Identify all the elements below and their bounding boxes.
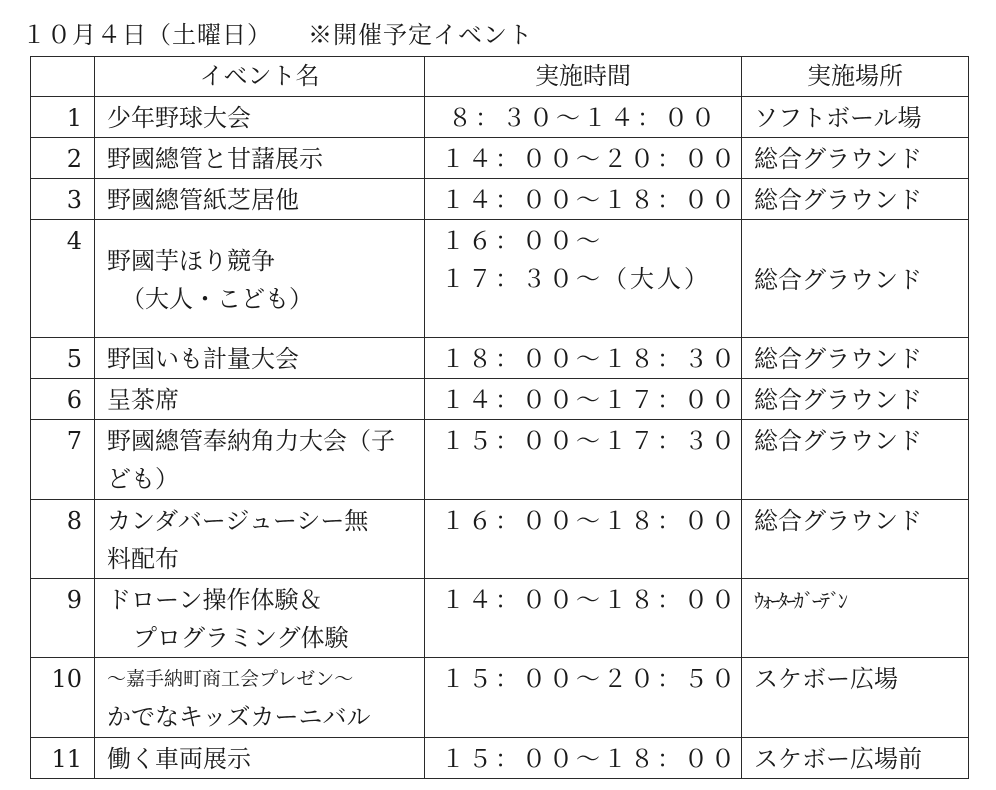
- header-time: 実施時間: [425, 57, 742, 97]
- header-event-name: イベント名: [95, 57, 425, 97]
- header-place: 実施場所: [742, 57, 969, 97]
- event-name-line: ～嘉手納町商工会プレゼン～: [107, 668, 354, 690]
- row-time: [425, 338, 742, 379]
- table-row: [31, 658, 969, 738]
- row-number: 11: [31, 738, 95, 779]
- row-number: 7: [31, 420, 95, 500]
- header-number: [31, 57, 95, 97]
- table-header-row: [31, 57, 969, 97]
- table-row: [31, 338, 969, 379]
- event-name-line: 野国いも計量大会: [107, 345, 299, 373]
- row-place: ソフトボール場: [742, 97, 969, 138]
- row-event-name: [95, 97, 425, 138]
- event-name-line: 野國總管奉納角力大会（子: [107, 427, 395, 455]
- event-name-line: 働く車両展示: [107, 745, 251, 773]
- row-number: 10: [31, 658, 95, 738]
- row-time: [425, 500, 742, 579]
- time-line: ８：３０～１４：００: [448, 104, 718, 132]
- table-row: [31, 579, 969, 658]
- event-name-line: 少年野球大会: [107, 104, 251, 132]
- table-row: [31, 738, 969, 779]
- row-event-name: [95, 500, 425, 579]
- row-time: [425, 738, 742, 779]
- table-row: [31, 97, 969, 138]
- page-heading: [22, 18, 533, 52]
- event-name-line: 野國總管と甘藷展示: [107, 145, 323, 173]
- row-number: 6: [31, 379, 95, 420]
- row-time: [425, 579, 742, 658]
- row-place: 総合グラウンド: [742, 179, 969, 220]
- row-time: [425, 658, 742, 738]
- event-name-line: 呈茶席: [107, 386, 179, 414]
- row-time: [425, 179, 742, 220]
- row-number: 9: [31, 579, 95, 658]
- row-place: [742, 579, 969, 658]
- table-row: [31, 500, 969, 579]
- time-line: １５：００～１７：３０: [441, 427, 738, 455]
- time-line: １４：００～１８：００: [441, 586, 738, 614]
- row-event-name: [95, 579, 425, 658]
- event-name-line: 野國芋ほり競争: [107, 246, 275, 275]
- row-place: 総合グラウンド: [742, 420, 969, 500]
- event-name-line: 料配布: [107, 545, 179, 573]
- row-event-name: [95, 220, 425, 338]
- row-time: [425, 420, 742, 500]
- row-time: [425, 138, 742, 179]
- row-event-name: [95, 738, 425, 779]
- row-number: 2: [31, 138, 95, 179]
- row-number: 1: [31, 97, 95, 138]
- row-place: スケボー広場: [742, 658, 969, 738]
- row-number: 3: [31, 179, 95, 220]
- table-row: [31, 220, 969, 338]
- time-line: １７：３０～（大人）: [441, 265, 711, 293]
- event-name-line: 野國總管紙芝居他: [107, 186, 299, 214]
- row-time: [425, 97, 742, 138]
- row-place: 総合グラウンド: [742, 379, 969, 420]
- row-event-name: [95, 179, 425, 220]
- time-line: １６：００～１８：００: [441, 507, 738, 535]
- event-name-line: （大人・こども）: [121, 284, 313, 313]
- row-time: [425, 220, 742, 338]
- time-line: １６：００～: [441, 227, 603, 255]
- row-event-name: [95, 420, 425, 500]
- table-row: [31, 179, 969, 220]
- row-event-name: [95, 138, 425, 179]
- row-event-name: [95, 658, 425, 738]
- row-place: 総合グラウンド: [742, 138, 969, 179]
- event-schedule-table: [30, 56, 969, 779]
- table-row: [31, 420, 969, 500]
- place-text: ｳｫｰﾀｰｶﾞｰﾃﾞﾝ: [754, 589, 846, 613]
- row-event-name: [95, 338, 425, 379]
- time-line: １５：００～２０：５０: [441, 665, 738, 693]
- time-line: １８：００～１８：３０: [441, 345, 738, 373]
- heading-date: １０月４日（土曜日）: [22, 21, 272, 49]
- event-name-line: カンダバージューシー無: [107, 507, 369, 535]
- time-line: １４：００～１８：００: [441, 186, 738, 214]
- row-place: 総合グラウンド: [742, 500, 969, 579]
- time-line: １５：００～１８：００: [441, 745, 738, 773]
- row-place: スケボー広場前: [742, 738, 969, 779]
- table-row: [31, 138, 969, 179]
- table-row: [31, 379, 969, 420]
- event-name-line: ども）: [107, 465, 179, 493]
- heading-note: ※開催予定イベント: [308, 21, 533, 49]
- event-name-line: ドローン操作体験＆: [107, 586, 323, 614]
- row-number: 4: [31, 220, 95, 338]
- row-event-name: [95, 379, 425, 420]
- row-number: 5: [31, 338, 95, 379]
- row-time: [425, 379, 742, 420]
- event-name-line: プログラミング体験: [133, 624, 349, 652]
- time-line: １４：００～１７：００: [441, 386, 738, 414]
- event-name-line: かでなキッズカーニバル: [107, 703, 371, 731]
- row-place: 総合グラウンド: [742, 220, 969, 338]
- time-line: １４：００～２０：００: [441, 145, 738, 173]
- row-place: 総合グラウンド: [742, 338, 969, 379]
- row-number: 8: [31, 500, 95, 579]
